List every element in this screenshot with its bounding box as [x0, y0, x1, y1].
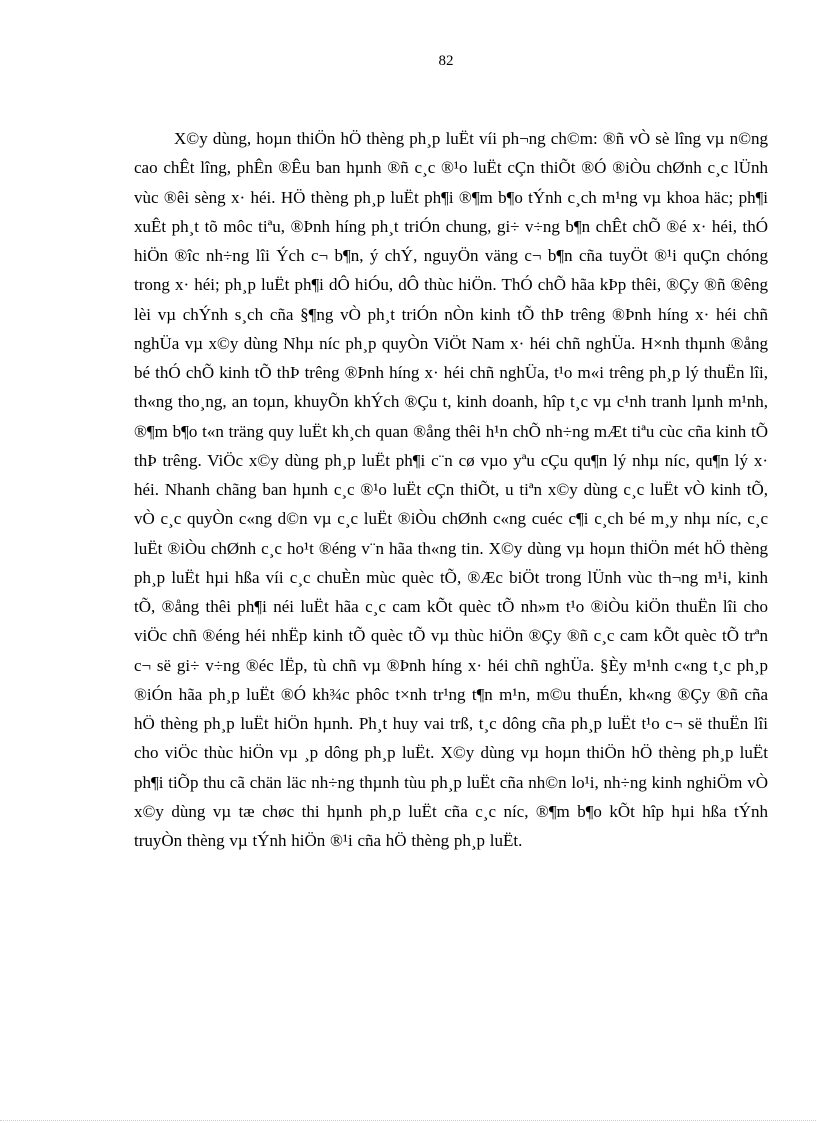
page-number: 82	[438, 53, 454, 69]
body-paragraph: X©y dùng, hoµn thiÖn hÖ thèng ph¸p luËt víi ph¬ng ch©m: ®ñ vÒ sè lîng vµ n©ng cao chÊt lîng, phÊn ®Êu ban hµnh ®ñ c¸c ®¹o luËt cÇn thiÕt ®Ó ®iÒu chØnh c¸c lÜnh vùc ®êi sèng x· héi. HÖ thèng ph¸p luËt ph¶i ®¶m b¶o tÝnh c¸ch m¹ng vµ khoa häc; ph¶i xuÊt ph¸t tõ môc tiªu, ®Þnh híng ph¸t triÓn chung, gi÷ v÷ng b¶n chÊt chÕ ®é x· héi, thÓ hiÖn ®îc nh÷ng lîi Ých c¬ b¶n, ý chÝ, nguyÖn väng c¬ b¶n cña tuyÖt ®¹i quÇn chóng trong x· héi; ph¸p luËt ph¶i dÔ hiÓu, dÔ thùc hiÖn. ThÓ chÕ hãa kÞp thêi, ®Çy ®ñ ®êng lèi vµ chÝnh s¸ch cña §¶ng vÒ ph¸t triÓn nÒn kinh tÕ thÞ trêng ®Þnh híng x· héi chñ nghÜa vµ x©y dùng Nhµ níc ph¸p quyÒn ViÖt Nam x· héi chñ nghÜa. H×nh thµnh ®ång bé thÓ chÕ kinh tÕ thÞ trêng ®Þnh híng x· héi chñ nghÜa, t¹o m«i trêng ph¸p lý thuËn lîi, th«ng tho¸ng, an toµn, khuyÕn khÝch ®Çu t, kinh doanh, hîp t¸c vµ c¹nh tranh lµnh m¹nh, ®¶m b¶o t«n träng quy luËt kh¸ch quan ®ång thêi h¹n chÕ nh÷ng mÆt tiªu cùc cña kinh tÕ thÞ trêng. ViÖc x©y dùng ph¸p luËt ph¶i c¨n cø vµo yªu cÇu qu¶n lý nhµ níc, qu¶n lý x· héi. Nhanh chãng ban hµnh c¸c ®¹o luËt cÇn thiÕt, u tiªn x©y dùng c¸c luËt vÒ kinh tÕ, vÒ c¸c quyÒn c«ng d©n vµ c¸c luËt ®iÒu chØnh c«ng cuéc c¶i c¸ch bé m¸y nhµ níc, c¸c luËt ®iÒu chØnh c¸c ho¹t ®éng v¨n hãa th«ng tin. X©y dùng vµ hoµn thiÖn mét hÖ thèng ph¸p luËt hµi hßa víi c¸c chuÈn mùc quèc tÕ, ®Æc biÖt trong lÜnh vùc th¬ng m¹i, kinh tÕ, ®ång thêi ph¶i néi luËt hãa c¸c cam kÕt quèc tÕ nh»m t¹o ®iÒu kiÖn thuËn lîi cho viÖc chñ ®éng héi nhËp kinh tÕ quèc tÕ vµ thùc hiÖn ®Çy ®ñ c¸c cam kÕt quèc tÕ trªn c¬ së gi÷ v÷ng ®éc lËp, tù chñ vµ ®Þnh híng x· héi chñ nghÜa. §Èy m¹nh c«ng t¸c ph¸p ®iÓn hãa ph¸p luËt ®Ó kh¾c phôc t×nh tr¹ng t¶n m¹n, m©u thuÉn, kh«ng ®Çy ®ñ cña hÖ thèng ph¸p luËt hiÖn hµnh. Ph¸t huy vai trß, t¸c dông cña ph¸p luËt t¹o c¬ së thuËn lîi cho viÖc thùc hiÖn vµ ¸p dông ph¸p luËt. X©y dùng vµ hoµn thiÖn hÖ thèng ph¸p luËt ph¶i tiÕp thu cã chän läc nh÷ng thµnh tùu ph¸p luËt cña nh©n lo¹i, nh÷ng kinh nghiÖm vÒ x©y dùng vµ tæ chøc thi hµnh ph¸p luËt cña c¸c níc, ®¶m b¶o kÕt hîp hµi hßa tÝnh truyÒn thèng vµ tÝnh hiÖn ®¹i cña hÖ thèng ph¸p luËt.	[134, 129, 768, 850]
page-bottom-divider	[0, 1120, 816, 1121]
